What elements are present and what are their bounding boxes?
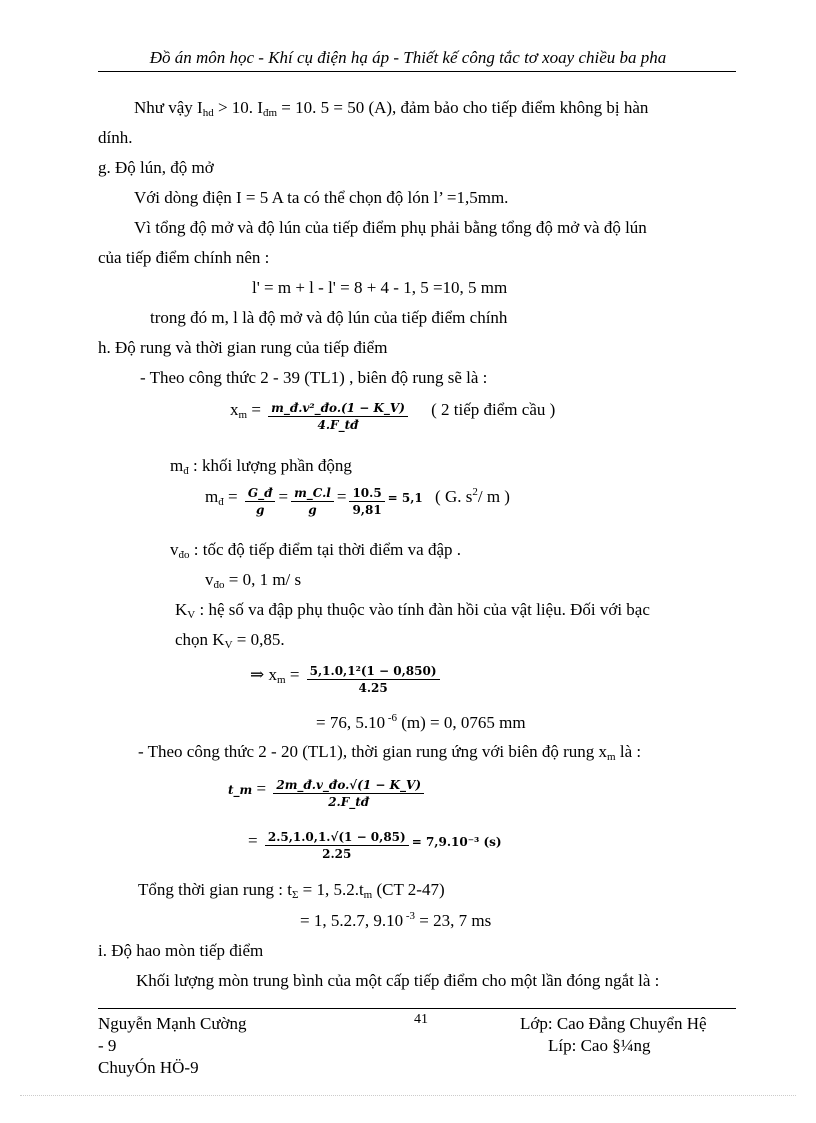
formula-tm-numeric-den: 2.25 xyxy=(322,847,352,861)
value-kv: chọn $K_V = 0,85$. xyxy=(175,630,285,651)
paragraph-formula-220: - Theo công thức 2 - 20 (TL1), thời gian rung ứng với biên độ rung $x_m$ là : xyxy=(138,742,642,763)
formula-xm-numerator: m_đ.v²_đo.(1 − K_V) xyxy=(268,401,408,417)
equation-l-prime: l' = m + l - l' = 8 + 4 - 1, 5 =10, 5 mm xyxy=(252,278,508,297)
formula-md: $m_đ$ = $\frac{G\_đ}{g}$ = $\frac{m\_C.l}{g}$ = $\frac{10.5}{9,81}$ = 5,1 ( G. $s^2/$ m ) xyxy=(205,486,510,517)
formula-md-frac2-num: m_C.l xyxy=(291,486,334,502)
paragraph-total-time: Tổng thời gian rung : $t_\Sigma = 1$, $5.2.t_m$ (CT 2-47) xyxy=(138,880,445,901)
formula-md-result: = 5,1 xyxy=(387,491,423,505)
formula-xm-numeric: ⇒ $x_m$ = $\frac{\text{5,1.0,1²(1 − 0,850)}}{4.25}$ xyxy=(250,664,443,695)
implies-arrow-icon: ⇒ xyxy=(250,665,265,684)
footer-author-line2: - 9 xyxy=(98,1036,117,1055)
paragraph-current: Với dòng điện I = 5 A ta có thể chọn độ lón l’ =1,5mm. xyxy=(134,188,509,207)
formula-xm-denominator: 4.F_tđ xyxy=(317,418,359,432)
footer-class-line2: Líp: Cao §¼ng xyxy=(548,1036,651,1055)
footer-author-line1: Nguyễn Mạnh Cường xyxy=(98,1014,247,1033)
paragraph-where: trong đó m, l là độ mở và độ lún của tiếp điểm chính xyxy=(150,308,508,327)
formula-xm-note: ( 2 tiếp điểm cầu ) xyxy=(431,400,556,419)
result-xm: = 76, 5.10 $^{-6}$ (m) = 0, 0765 mm xyxy=(316,712,526,732)
formula-tm-numerator: 2m_đ.v_đo.√(1 − K_V) xyxy=(273,778,424,794)
formula-xm-numeric-den: 4.25 xyxy=(358,681,388,695)
formula-tm-numeric: = $\frac{2.5,1.0,1.√(1 - 0,85)}{2.25}$ = 7,9.10⁻³ (s) xyxy=(248,830,502,861)
formula-md-frac3-den: 9,81 xyxy=(352,503,382,517)
definition-vdo: $v_{đo}$ : tốc độ tiếp điểm tại thời điểm va đập . xyxy=(170,540,461,561)
formula-tm-numeric-num: 2.5,1.0,1.√(1 − 0,85) xyxy=(265,830,409,846)
page-header-title: Đồ án môn học - Khí cụ điện hạ áp - Thiết kế công tắc tơ xoay chiều ba pha xyxy=(149,48,667,67)
formula-xm: $x_m$ = $\frac{\text{m\_đ.v²\_đo.(1 − K\_V)}}{4.F\_tđ}$ ( 2 tiếp điểm cầu ) xyxy=(230,400,556,432)
paragraph-sum-line1: Vì tổng độ mở và độ lún của tiếp điểm phụ phải bằng tổng độ mở và độ lún xyxy=(134,218,647,237)
definition-md: $m_đ$ : khối lượng phần động xyxy=(170,456,352,477)
result-total-time: = 1, 5.2.7, 9.10 $^{-3}$ = 23, 7 ms xyxy=(300,910,492,930)
formula-md-unit: ( G. $s^2/$ m ) xyxy=(435,486,510,506)
value-vdo: $v_{đo} = 0$, 1 m/ s xyxy=(205,570,302,591)
footer-rule xyxy=(98,1008,736,1009)
formula-md-frac2-den: g xyxy=(308,503,317,517)
header-rule xyxy=(98,71,736,72)
footer-class-line1: Lớp: Cao Đẳng Chuyển Hệ xyxy=(520,1014,707,1033)
formula-md-frac1-den: g xyxy=(255,503,265,517)
formula-md-frac3-num: 10.5 xyxy=(349,486,384,502)
formula-tm-result: = 7,9.10⁻³ (s) xyxy=(411,835,502,849)
paragraph-sum-line2: của tiếp điểm chính nên : xyxy=(98,248,270,267)
section-heading-g: g. Độ lún, độ mở xyxy=(98,158,214,177)
paragraph-ihd-cont: dính. xyxy=(98,128,133,147)
definition-kv: $K_V$ : hệ số va đập phụ thuộc vào tính đàn hồi của vật liệu. Đối với bạc xyxy=(175,600,650,621)
page-bottom-dotted-line xyxy=(20,1095,796,1096)
formula-md-frac1-num: G_đ xyxy=(245,486,276,502)
section-heading-h: h. Độ rung và thời gian rung của tiếp điểm xyxy=(98,338,388,357)
formula-tm-denominator: 2.F_tđ xyxy=(328,795,370,809)
page-number: 41 xyxy=(414,1012,428,1027)
paragraph-ihd: Như vậy $I_{hd} > 10$. $I_{đm} = 10$. 5 = 50 (A), đảm bảo cho tiếp điểm không bị hàn xyxy=(134,98,649,119)
paragraph-formula-239: - Theo công thức 2 - 39 (TL1) , biên độ rung sẽ là : xyxy=(140,368,488,387)
formula-xm-numeric-num: 5,1.0,1²(1 − 0,850) xyxy=(307,664,440,680)
section-heading-i: i. Độ hao mòn tiếp điểm xyxy=(98,941,264,960)
paragraph-wear: Khối lượng mòn trung bình của một cấp tiếp điểm cho một lần đóng ngắt là : xyxy=(136,971,660,990)
footer-author-line3: ChuyÓn HÖ-9 xyxy=(98,1058,199,1077)
formula-tm: t_m = $\frac{2m\_đ.v\_đo.√(1 - K\_V)}{2.F\_tđ}$ xyxy=(228,778,427,809)
